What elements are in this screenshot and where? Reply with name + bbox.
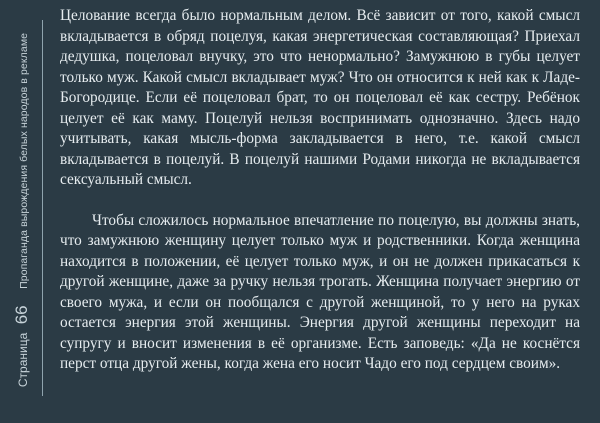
- paragraph: Целование всегда было нормальным делом. Всё зависит от того, какой смысл вкладывается в обряд поцелуя, какая энергетическая составляющая? Приехал дедушка, поцеловал внучку, это что ненормально? Замужнюю в губы целует только муж. Какой смысл вкладывает муж? Что он относится к ней как к Ладе-Богородице. Если её поцеловал брат, то он поцеловал её как сестру. Ребёнок целует её как маму. Поцелуй нельзя воспринимать однозначно. Здесь надо учитывать, какая мысль-форма закладывается в него, т.е. какой смысл вкладывается в поцелуй. В поцелуй нашими Родами никогда не вкладывается сексуальный смысл.: [60, 7, 580, 188]
- sidebar: [0, 0, 44, 423]
- sidebar-divider: [42, 20, 43, 396]
- page-label: Страница: [16, 332, 30, 388]
- page-number: 66: [12, 305, 31, 325]
- sidebar-caption: [12, 33, 32, 387]
- main-text: [60, 6, 580, 375]
- paragraph: Чтобы сложилось нормальное впечатление по поцелую, вы должны знать, что замужнюю женщину целует только муж и родственники. Когда женщина находится в положении, её целует только муж, и он не должен прикасаться к другой женщине, даже за ручку нельзя трогать. Женщина получает энергию от своего мужа, и если он пообщался с другой женщиной, то у него на руках остается энергия этой женщины. Энергия другой женщины переходит на супругу и вносит изменения в её организме. Есть заповедь: «Да не коснётся перст отца другой жены, когда жена его носит Чадо его под сердцем своим».: [60, 211, 580, 372]
- section-title: Пропаганда вырождения белых народов в рекламе: [18, 32, 30, 289]
